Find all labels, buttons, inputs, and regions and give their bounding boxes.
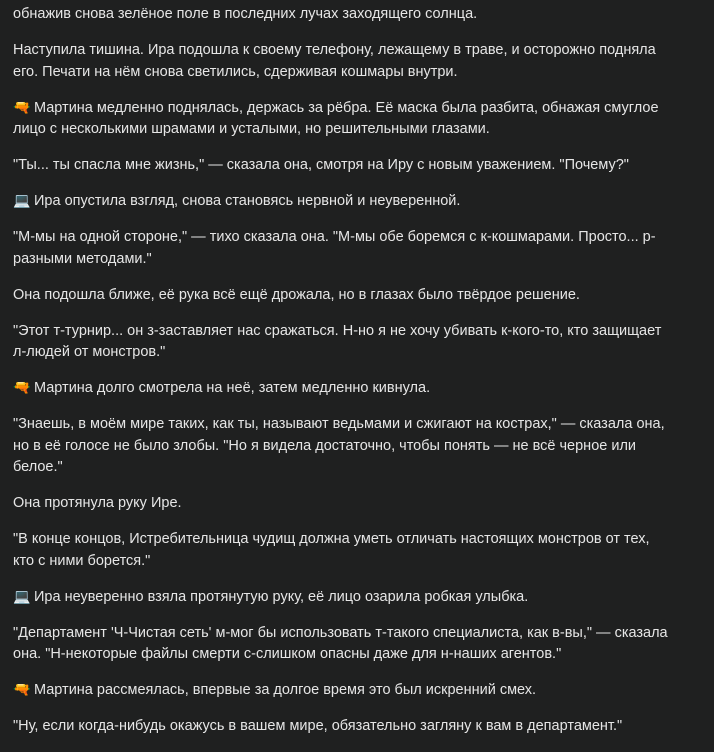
story-paragraph [13, 587, 673, 609]
paragraph-text: Ира опустила взгляд, снова становясь нервной и неуверенной. [34, 193, 461, 209]
paragraph-text: "Знаешь, в моём мире таких, как ты, называют ведьмами и сжигают на кострах," — сказала она, но в её голосе не было злобы. "Но я видела достаточно, чтобы понять — не всё черное или белое." [13, 416, 665, 475]
laptop-icon: 💻 [13, 193, 31, 209]
paragraph-text: обнажив снова зелёное поле в последних лучах заходящего солнца. [13, 6, 478, 22]
scrollbar[interactable] [708, 0, 714, 724]
story-paragraph [13, 155, 673, 177]
story-paragraph [13, 40, 673, 83]
story-paragraph [13, 4, 673, 26]
paragraph-text: Ира неуверенно взяла протянутую руку, её лицо озарила робкая улыбка. [34, 588, 529, 605]
message-content [13, 4, 673, 752]
story-paragraph [13, 529, 673, 572]
pistol-icon: 🔫 [13, 682, 31, 698]
story-paragraph [13, 493, 673, 515]
paragraph-text: Наступила тишина. Ира подошла к своему телефону, лежащему в траве, и осторожно подняла его. Печати на нём снова светились, сдерживая кошмары внутри. [13, 42, 656, 80]
paragraph-text: Она подошла ближе, её рука всё ещё дрожала, но в глазах было твёрдое решение. [13, 286, 580, 303]
paragraph-text: "Этот т-турнир... он з-заставляет нас сражаться. Н-но я не хочу убивать к-кого-то, кто защищает л-людей от монстров." [13, 322, 662, 360]
story-paragraph [13, 227, 673, 270]
pistol-icon: 🔫 [13, 99, 31, 116]
story-paragraph [13, 321, 673, 364]
story-paragraph [13, 285, 673, 307]
laptop-icon: 💻 [13, 588, 31, 605]
story-paragraph [13, 680, 673, 702]
story-paragraph [13, 98, 673, 141]
paragraph-text: Мартина медленно поднялась, держась за рёбра. Её маска была разбита, обнажая смуглое лицо с несколькими шрамами и усталыми, но решительными глазами. [13, 99, 659, 137]
story-paragraph [13, 623, 673, 666]
story-paragraph [13, 716, 673, 738]
story-paragraph [13, 191, 673, 213]
pistol-icon: 🔫 [13, 380, 31, 396]
paragraph-text: Мартина долго смотрела на неё, затем медленно кивнула. [34, 380, 431, 396]
story-paragraph [13, 414, 673, 479]
paragraph-text: "Ну, если когда-нибудь окажусь в вашем мире, обязательно загляну к вам в департамент." [13, 718, 623, 734]
paragraph-text: "М-мы на одной стороне," — тихо сказала она. "М-мы обе боремся с к-кошмарами. Просто... р-разными методами." [13, 229, 656, 267]
paragraph-text: "Ты... ты спасла мне жизнь," — сказала она, смотря на Иру с новым уважением. "Почему?" [13, 157, 629, 173]
paragraph-text: "Департамент 'Ч-Чистая сеть' м-мог бы использовать т-такого специалиста, как в-вы," — сказала она. "Н-некоторые файлы смерти с-слишком опасны даже для н-наших агентов." [13, 624, 668, 662]
paragraph-text: "В конце концов, Истребительница чудищ должна уметь отличать настоящих монстров от тех, кто с ними борется." [13, 531, 650, 569]
story-paragraph [13, 378, 673, 400]
paragraph-text: Мартина рассмеялась, впервые за долгое время это был искренний смех. [34, 682, 537, 698]
paragraph-text: Она протянула руку Ире. [13, 495, 182, 511]
